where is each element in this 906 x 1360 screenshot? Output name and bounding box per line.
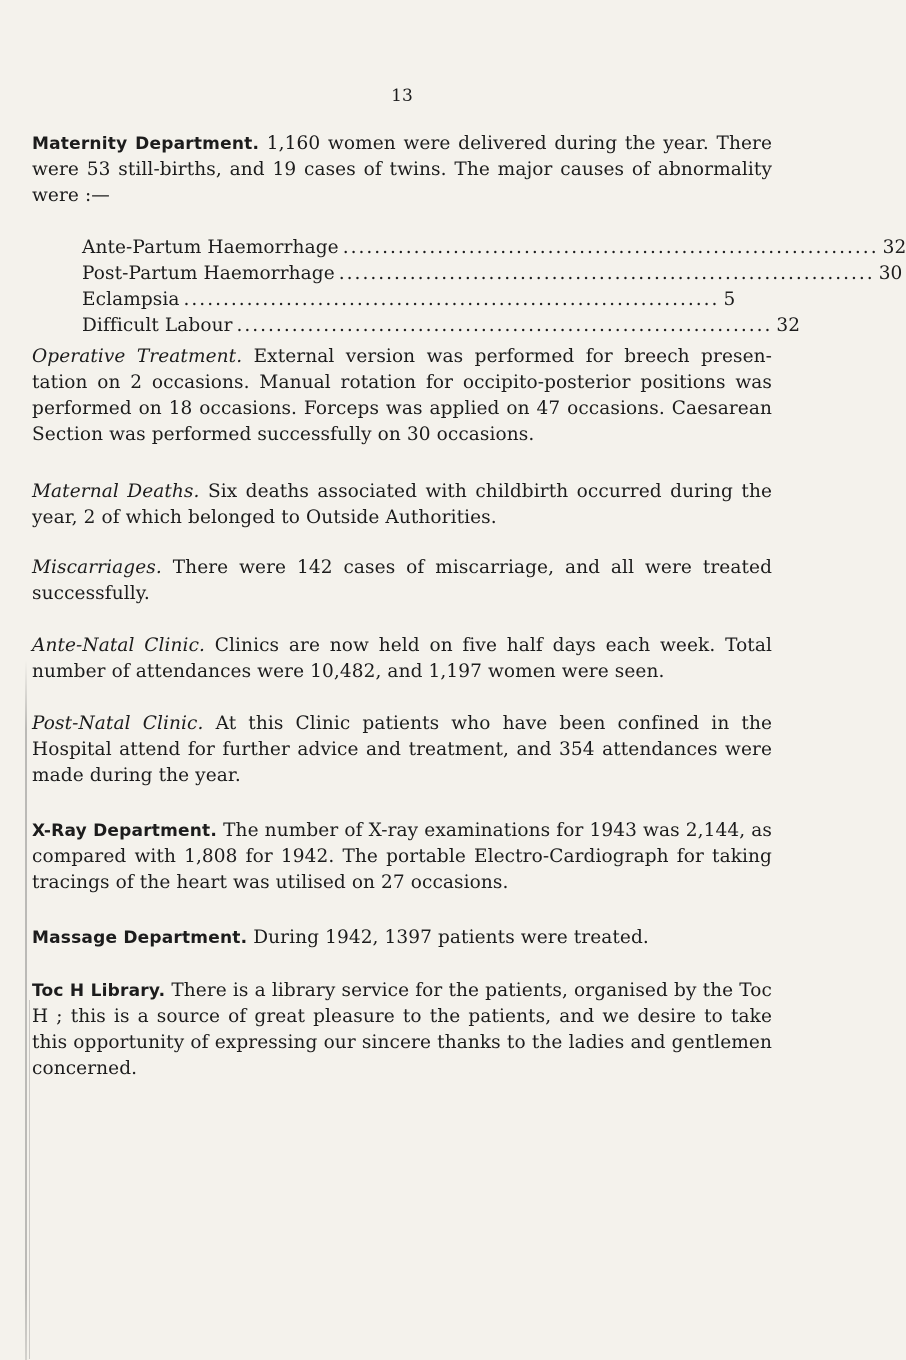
post-natal-text: At this Clinic patients who have been confined in the Hospital attend for further advice and treatment, and 354 attendances were made during the year. (32, 713, 773, 786)
cause-row (82, 235, 906, 261)
ante-natal-text: Clinics are now held on five half days each week. Total number of attendances were 10,482, and 1,197 women were seen. (32, 635, 772, 682)
cause-value: 5 (723, 289, 736, 310)
cause-value: 32 (882, 237, 906, 258)
massage-text: During 1942, 1397 patients were treated. (253, 927, 649, 948)
cause-value: 30 (878, 263, 903, 284)
leader-dots: .................................................................... (338, 263, 875, 284)
massage-heading: Massage Department. (32, 928, 248, 948)
maternity-text: 1,160 women were delivered during the year. There were 53 still-births, and 19 cases of twins. The major causes of abnormality were :— (32, 133, 772, 206)
leader-dots: .................................................................... (342, 237, 879, 258)
post-natal-paragraph (32, 711, 772, 789)
operative-heading: Operative Treatment. (32, 346, 243, 367)
ante-natal-heading: Ante-Natal Clinic. (32, 635, 206, 656)
maternal-deaths-text: Six deaths associated with childbirth occurred during the year, 2 of which belonged to Outside Authorities. (32, 481, 773, 528)
maternity-heading: Maternity Department. (32, 134, 260, 154)
cause-label: Eclampsia (82, 289, 180, 310)
ante-natal-paragraph (32, 633, 772, 685)
xray-heading: X-Ray Department. (32, 821, 218, 841)
toc-h-text: There is a library service for the patients, organised by the Toc H ; this is a source of great pleasure to the patients, and we desire to take this opportunity of expressing our sincere thanks to the ladies and gentlemen concerned. (32, 980, 772, 1079)
xray-text: The number of X-ray examinations for 1943 was 2,144, as compared with 1,808 for 1942. The portable Electro-Cardiograph for taking tracings of the heart was utilised on 27 occasions. (32, 820, 772, 893)
massage-paragraph (32, 925, 772, 951)
page-number: 13 (391, 86, 413, 106)
maternal-deaths-paragraph (32, 479, 772, 531)
margin-scan-line (25, 660, 27, 1360)
operative-paragraph (32, 344, 772, 448)
cause-row (82, 261, 903, 287)
leader-dots: .................................................................... (236, 315, 773, 336)
miscarriages-text: There were 142 cases of miscarriage, and all were treated successfully. (32, 557, 773, 604)
toc-h-heading: Toc H Library. (32, 981, 166, 1001)
cause-label: Difficult Labour (82, 315, 233, 336)
maternity-paragraph (32, 131, 772, 209)
miscarriages-paragraph (32, 555, 772, 607)
operative-text: External version was performed for breech presen-tation on 2 occasions. Manual rotation for occipito-posterior positions was performed on 18 occasions. Forceps was applied on 47 occasions. Caesarean Section was performed successfully on 30 occasions. (32, 346, 773, 445)
leader-dots: .................................................................... (183, 289, 720, 310)
cause-row (82, 287, 736, 313)
post-natal-heading: Post-Natal Clinic. (32, 713, 204, 734)
xray-paragraph (32, 818, 772, 896)
abnormality-causes-list (82, 235, 906, 339)
cause-label: Post-Partum Haemorrhage (82, 263, 335, 284)
cause-label: Ante-Partum Haemorrhage (82, 237, 339, 258)
margin-scan-line-secondary (29, 1000, 30, 1359)
maternal-deaths-heading: Maternal Deaths. (32, 481, 200, 502)
toc-h-paragraph (32, 978, 772, 1082)
cause-row (82, 313, 801, 339)
miscarriages-heading: Miscarriages. (32, 557, 162, 578)
cause-value: 32 (776, 315, 801, 336)
